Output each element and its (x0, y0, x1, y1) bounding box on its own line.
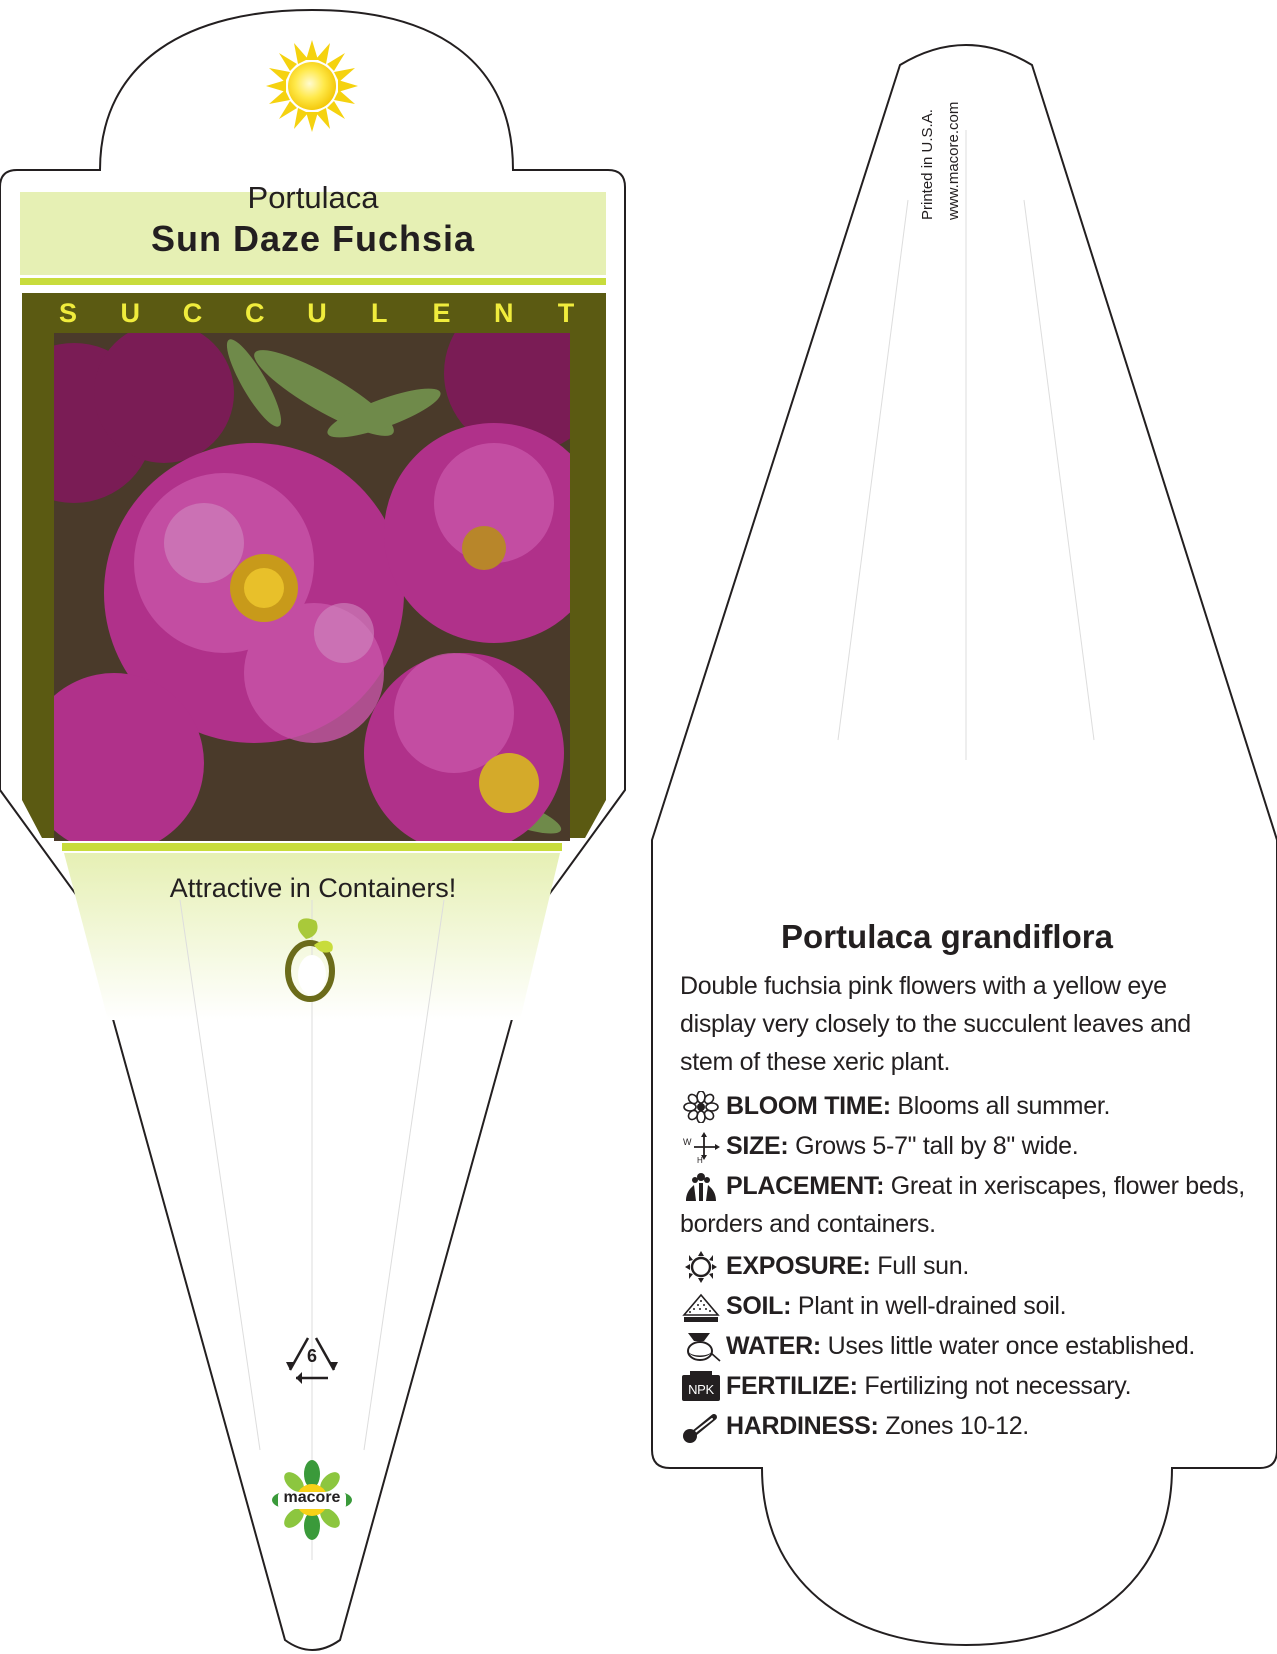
care-item-soil (680, 1287, 1250, 1325)
category-letter: U (120, 298, 140, 328)
npk-label: NPK (688, 1382, 714, 1398)
care-item-bloom-time (680, 1087, 1250, 1125)
common-name: Portulaca (247, 180, 379, 215)
category-letter: C (182, 298, 203, 328)
svg-text:H: H (697, 1156, 703, 1164)
flower-icon (680, 1091, 722, 1123)
care-label: FERTILIZE: (726, 1372, 858, 1400)
care-item-exposure (680, 1247, 1250, 1285)
size-arrows-icon (680, 1131, 722, 1163)
care-item-hardiness (680, 1407, 1250, 1445)
care-label: SOIL: (726, 1292, 792, 1320)
care-text: Full sun. (877, 1252, 970, 1280)
website: www.macore.com (945, 101, 962, 220)
care-item-placement (680, 1167, 1250, 1243)
sun-icon (266, 40, 358, 132)
soil-icon (680, 1291, 722, 1323)
category-letter: L (371, 298, 388, 328)
care-label: WATER: (726, 1332, 821, 1360)
thermometer-icon (680, 1411, 722, 1443)
category-letter: S (58, 298, 77, 328)
care-item-fertilize (680, 1367, 1250, 1405)
back-tag-outline (652, 45, 1277, 1645)
npk-icon (680, 1371, 722, 1403)
brand-name: macore (283, 1489, 341, 1506)
category-letter: N (494, 298, 514, 328)
sun-outline-icon (680, 1251, 722, 1283)
care-item-size (680, 1127, 1250, 1165)
plant-photo (54, 333, 570, 841)
care-label: BLOOM TIME: (726, 1092, 891, 1120)
care-label: HARDINESS: (726, 1412, 879, 1440)
title-band-stripe (20, 278, 606, 285)
botanical-name: Portulaca grandiflora (781, 918, 1113, 955)
category-letter: T (557, 298, 575, 328)
category-letter: C (245, 298, 265, 328)
care-text: Zones 10-12. (885, 1412, 1029, 1440)
care-text: Blooms all summer. (897, 1092, 1111, 1120)
care-text: Fertilizing not necessary. (864, 1372, 1132, 1400)
plant-description: Double fuchsia pink flowers with a yellow eye display very closely to the succulent leaves and stem of these xeric plant. (680, 972, 1191, 1076)
category-letter: U (307, 298, 327, 328)
care-label: EXPOSURE: (726, 1252, 871, 1280)
care-text: Plant in well-drained soil. (797, 1292, 1067, 1320)
care-item-water (680, 1327, 1250, 1365)
care-text: Great in xeriscapes, flower beds, borders and containers. (680, 1172, 1245, 1238)
category-label (22, 298, 606, 329)
placement-icon (680, 1171, 722, 1203)
care-text: Uses little water once established. (827, 1332, 1196, 1360)
care-label: SIZE: (726, 1132, 789, 1160)
tagline: Attractive in Containers! (169, 873, 457, 903)
category-letter: E (432, 298, 451, 328)
svg-text:W: W (683, 1137, 692, 1148)
printed-in: Printed in U.S.A. (919, 109, 936, 220)
watering-can-icon (680, 1331, 722, 1363)
care-label: PLACEMENT: (726, 1172, 885, 1200)
care-text: Grows 5-7" tall by 8" wide. (795, 1132, 1079, 1160)
variety-name: Sun Daze Fuchsia (150, 218, 476, 259)
recycle-code: 6 (306, 1346, 317, 1366)
